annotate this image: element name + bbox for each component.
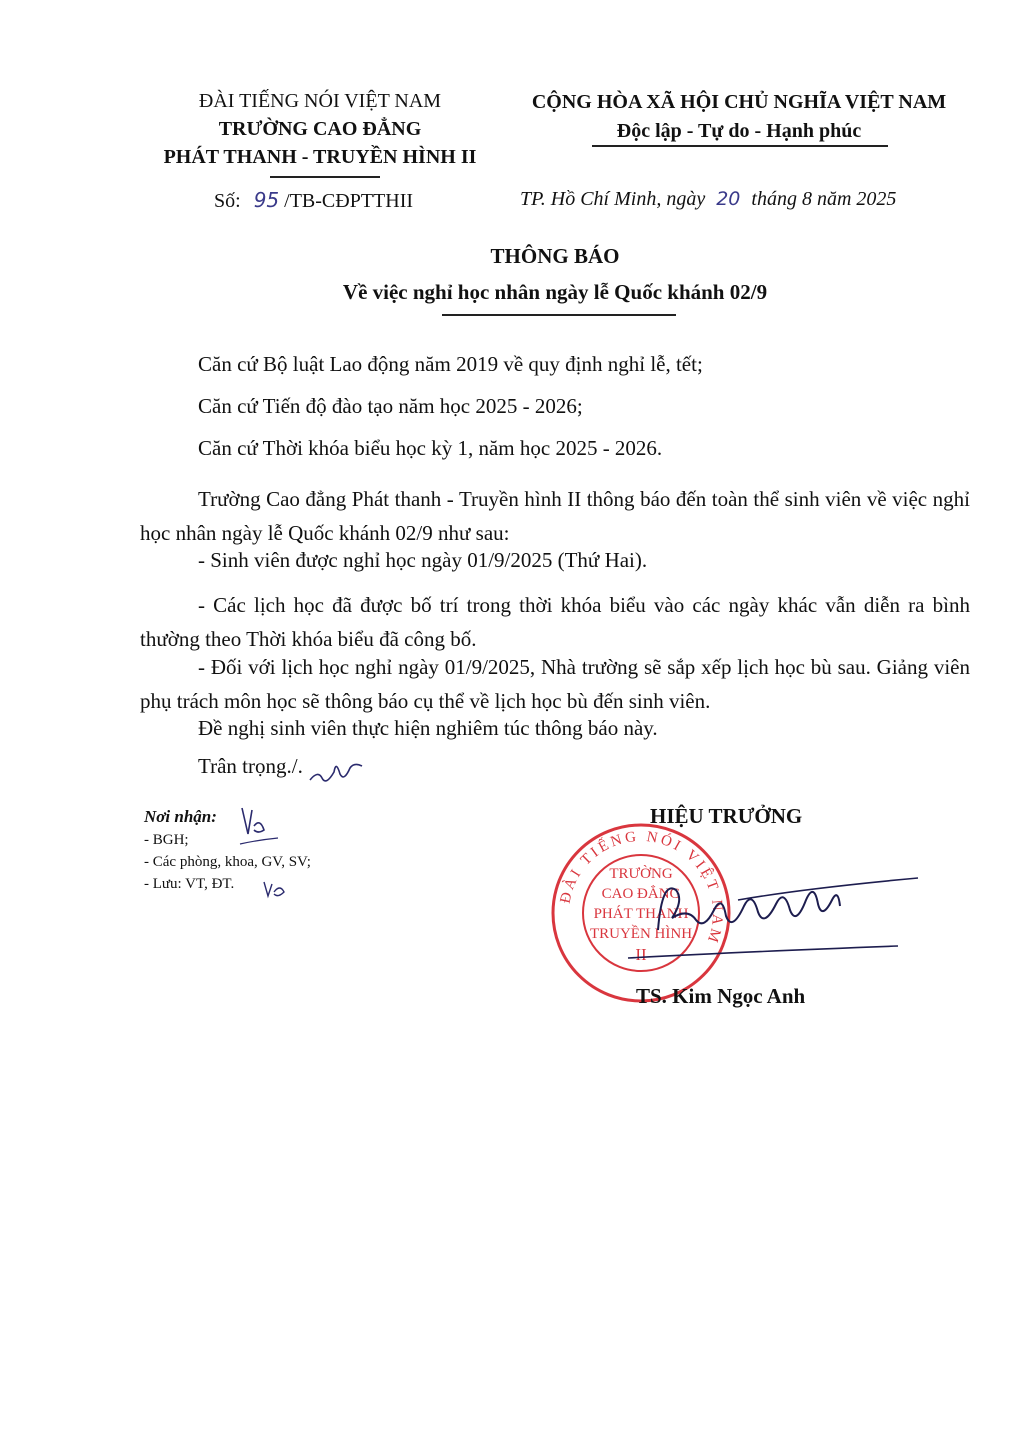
recipient-item: - BGH; — [144, 832, 189, 848]
item-1: - Sinh viên được nghỉ học ngày 01/9/2025 (Thứ Hai). — [198, 548, 648, 572]
intro-paragraph: Trường Cao đẳng Phát thanh - Truyền hình II thông báo đến toàn thể sinh viên về việc nghỉ học nhân ngày lễ Quốc khánh 02/9 như sau: — [140, 487, 970, 545]
stamp-line-3: PHÁT THANH — [593, 906, 689, 922]
recipients-heading: Nơi nhận: — [144, 807, 217, 826]
motto-underline — [592, 145, 888, 147]
basis-line-3: Căn cứ Thời khóa biểu học kỳ 1, năm học 2025 - 2026. — [198, 436, 663, 460]
school-name-line2: PHÁT THANH - TRUYỀN HÌNH II — [163, 146, 477, 168]
stamp-ring-text: ĐÀI TIẾNG NÓI VIỆT NAM — [557, 828, 726, 947]
stamp-line-1: TRƯỜNG — [609, 866, 673, 882]
handwritten-day: 20 — [716, 188, 741, 210]
recipients-initials — [238, 800, 298, 910]
document-title: THÔNG BÁO — [490, 244, 620, 268]
recipient-item: - Lưu: VT, ĐT. — [144, 876, 235, 892]
number-prefix: Số: — [214, 190, 241, 212]
agency-name: ĐÀI TIẾNG NÓI VIỆT NAM — [198, 90, 442, 112]
closing-line: Trân trọng./. — [198, 754, 303, 778]
stamp-line-4: TRUYỀN HÌNH — [589, 926, 693, 942]
signer-name: TS. Kim Ngọc Anh — [636, 984, 806, 1008]
national-motto: Độc lập - Tự do - Hạnh phúc — [616, 120, 862, 142]
signer-title: HIỆU TRƯỞNG — [650, 804, 803, 828]
request-line: Đề nghị sinh viên thực hiện nghiêm túc thông báo này. — [198, 716, 658, 740]
header-left-underline — [270, 176, 380, 178]
handwritten-signature — [618, 860, 928, 970]
item-2: - Các lịch học đã được bố trí trong thời khóa biểu vào các ngày khác vẫn diễn ra bình thường theo Thời khóa biểu đã công bố. — [140, 593, 970, 651]
school-name-line1: TRƯỜNG CAO ĐẲNG — [218, 118, 422, 140]
date-line — [520, 188, 896, 211]
date-place: TP. Hồ Chí Minh, ngày — [520, 188, 706, 210]
header-left — [150, 88, 490, 172]
basis-line-1: Căn cứ Bộ luật Lao động năm 2019 về quy định nghỉ lễ, tết; — [198, 352, 703, 376]
document-subject: Về việc nghỉ học nhân ngày lễ Quốc khánh 02/9 — [342, 280, 768, 304]
subject-underline — [442, 314, 676, 316]
handwritten-number: 95 — [253, 188, 280, 212]
recipient-item: - Các phòng, khoa, GV, SV; — [144, 854, 311, 870]
stamp-line-5: II — [635, 945, 647, 964]
stamp-line-2: CAO ĐẲNG — [601, 886, 681, 902]
document-number — [214, 188, 413, 213]
header-right — [500, 88, 978, 145]
initials-scribble — [306, 750, 366, 790]
basis-line-2: Căn cứ Tiến độ đào tạo năm học 2025 - 2026; — [198, 394, 583, 418]
item-3: - Đối với lịch học nghỉ ngày 01/9/2025, Nhà trường sẽ sắp xếp lịch học bù sau. Giảng viên phụ trách môn học sẽ thông báo cụ thể về lịch học bù đến sinh viên. — [140, 655, 970, 713]
number-code: /TB-CĐPTTHII — [284, 190, 414, 212]
date-month-year: tháng 8 năm 2025 — [751, 188, 897, 210]
country-name: CỘNG HÒA XÃ HỘI CHỦ NGHĨA VIỆT NAM — [531, 91, 947, 113]
